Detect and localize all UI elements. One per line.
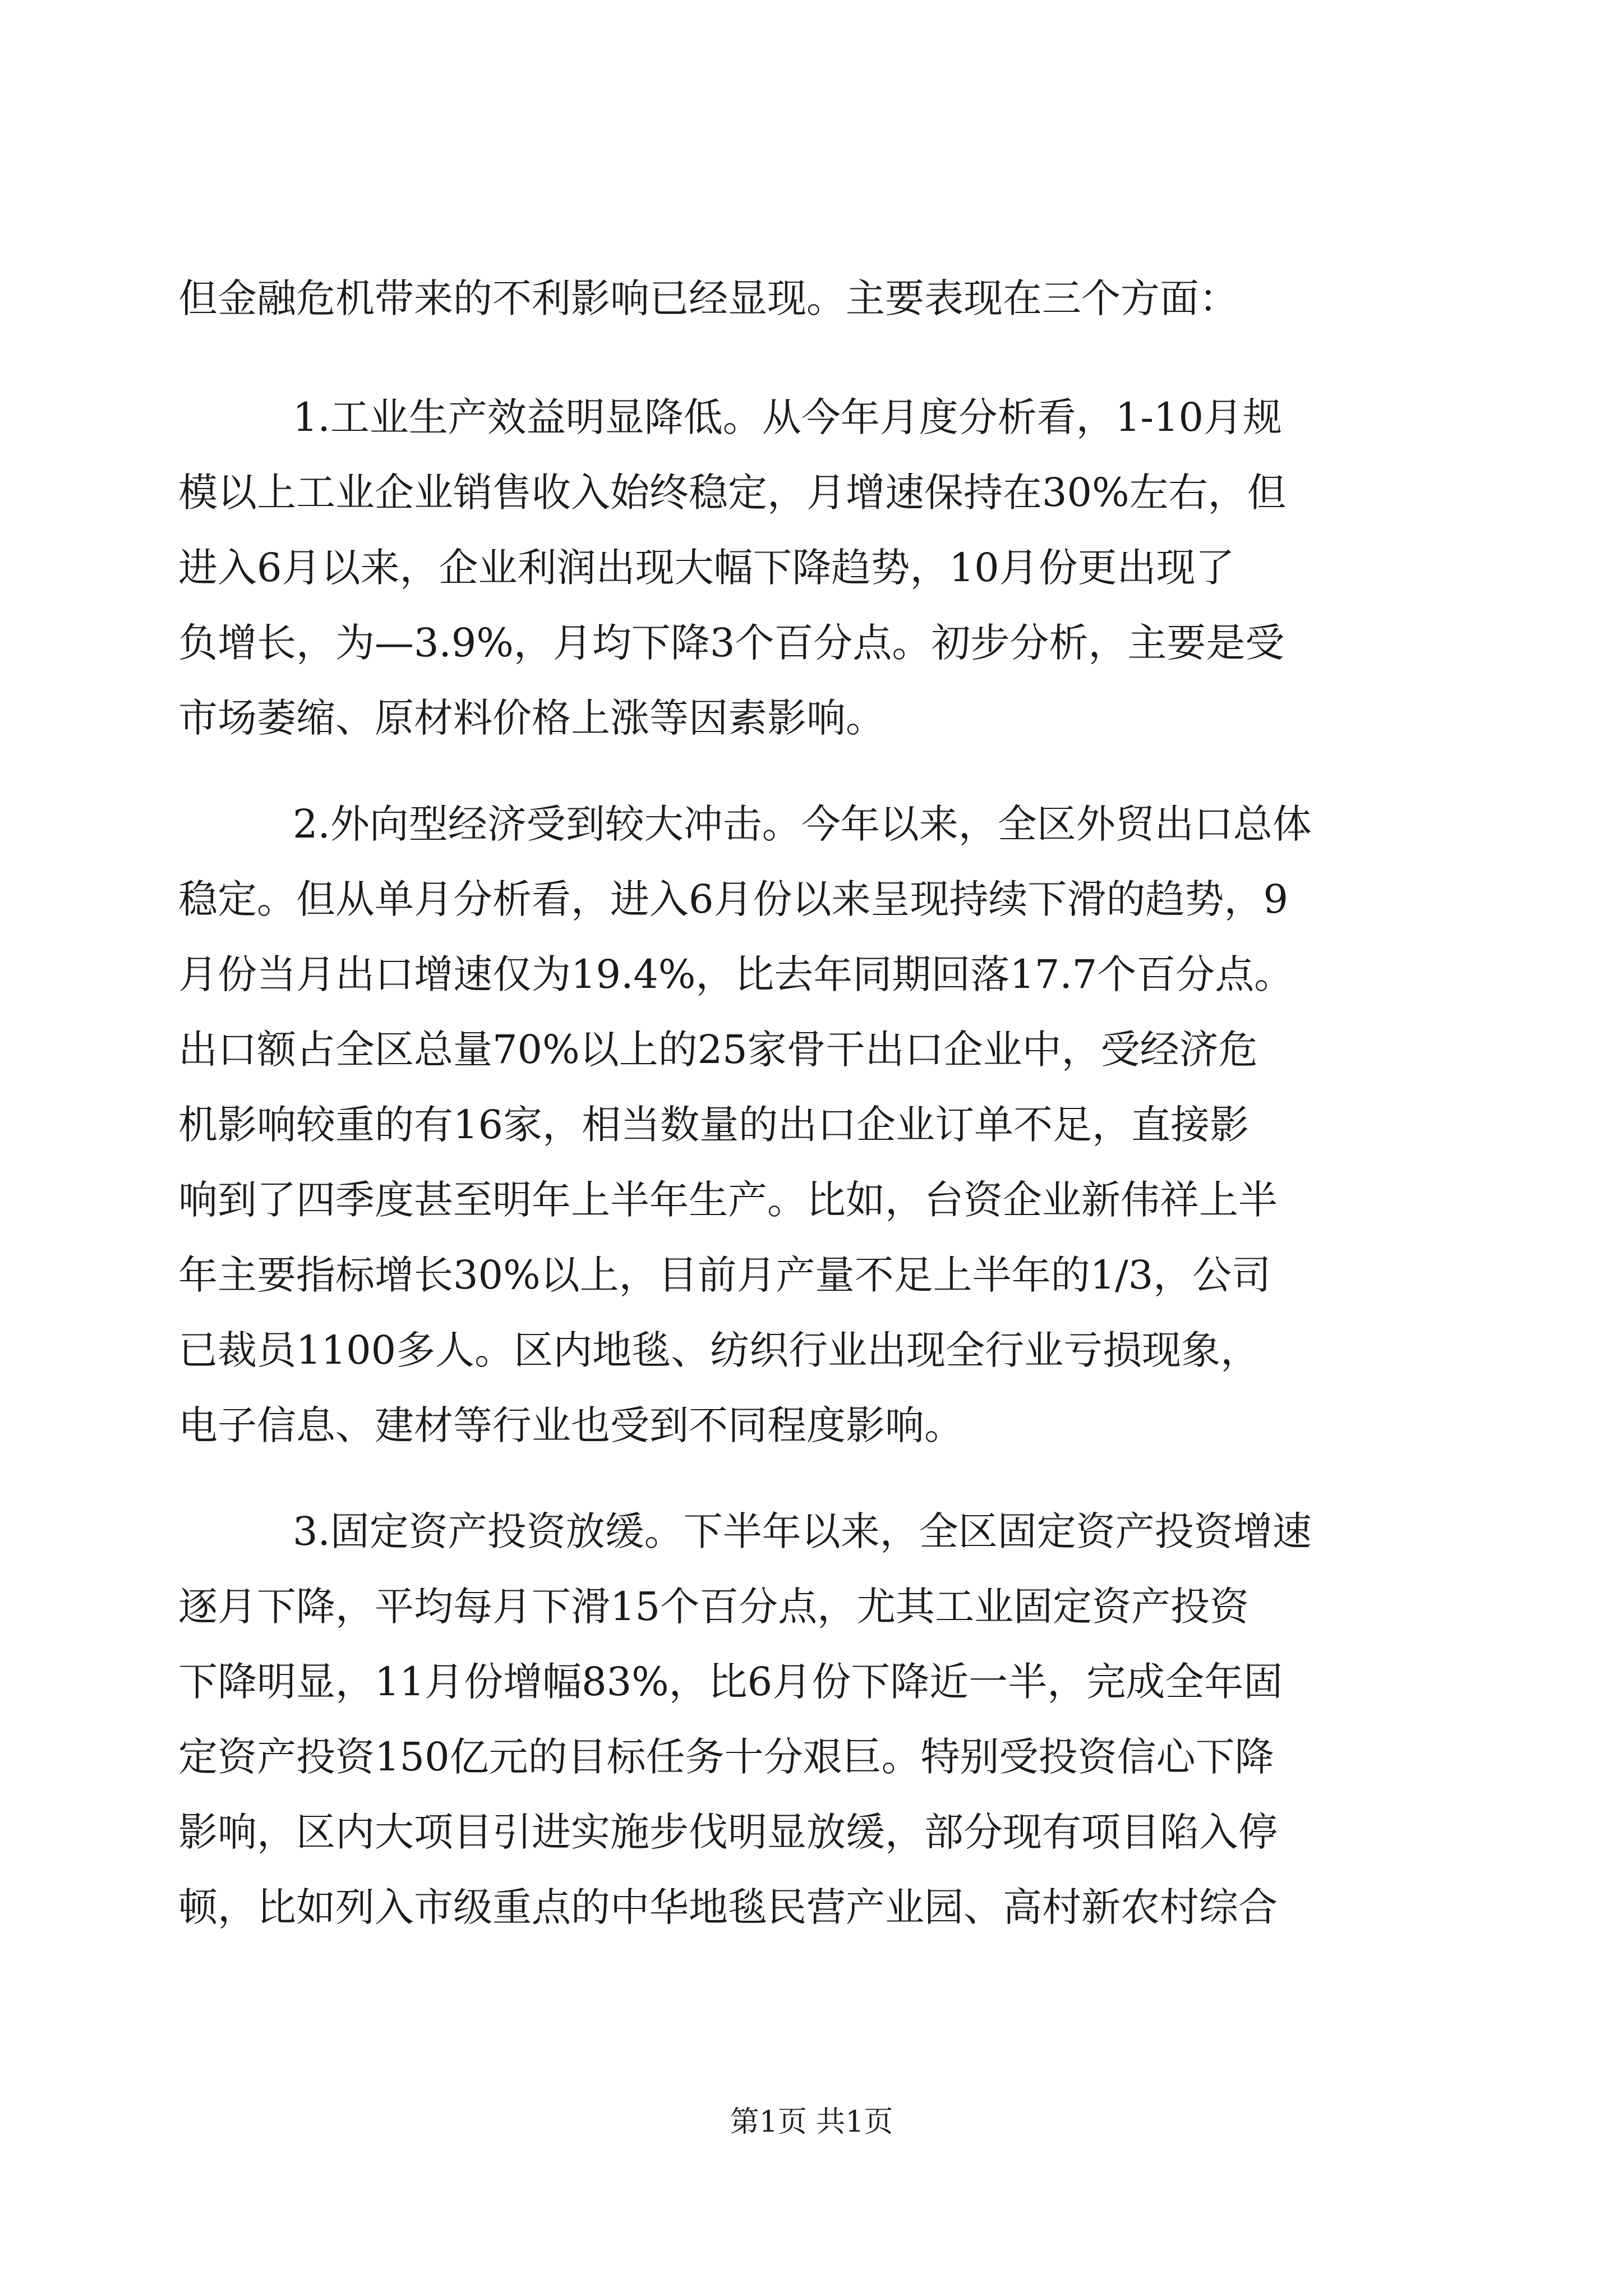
text-line: 机影响较重的有16家，相当数量的出口企业订单不足，直接影 [178, 1102, 1249, 1148]
text-line: 模以上工业企业销售收入始终稳定，月增速保持在30%左右，但 [178, 470, 1287, 516]
text-line: 但金融危机带来的不利影响已经显现。主要表现在三个方面： [178, 275, 1238, 321]
text-line: 响到了四季度甚至明年上半年生产。比如，台资企业新伟祥上半 [178, 1177, 1278, 1223]
text-line: 稳定。但从单月分析看，进入6月份以来呈现持续下滑的趋势，9 [178, 876, 1289, 922]
text-line: 月份当月出口增速仅为19.4%，比去年同期回落17.7个百分点。 [178, 951, 1294, 997]
text-line: 年主要指标增长30%以上，目前月产量不足上半年的1/3，公司 [178, 1252, 1271, 1298]
text-line: 逐月下降，平均每月下滑15个百分点，尤其工业固定资产投资 [178, 1584, 1249, 1630]
text-line: 市场萎缩、原材料价格上涨等因素影响。 [178, 695, 885, 741]
text-line: 2.外向型经济受到较大冲击。今年以来，全区外贸出口总体 [293, 801, 1312, 847]
text-line: 负增长，为—3.9%，月均下降3个百分点。初步分析，主要是受 [178, 620, 1285, 666]
text-line: 定资产投资150亿元的目标任务十分艰巨。特别受投资信心下降 [178, 1734, 1274, 1780]
text-line: 影响，区内大项目引进实施步伐明显放缓，部分现有项目陷入停 [178, 1809, 1278, 1855]
text-line: 已裁员1100多人。区内地毯、纺织行业出现全行业亏损现象， [178, 1327, 1260, 1373]
text-line: 顿，比如列入市级重点的中华地毯民营产业园、高村新农村综合 [178, 1884, 1278, 1930]
text-line: 进入6月以来，企业利润出现大幅下降趋势，10月份更出现了 [178, 545, 1235, 591]
text-line: 电子信息、建材等行业也受到不同程度影响。 [178, 1402, 963, 1448]
page-footer: 第1页 共1页 [730, 2105, 893, 2139]
text-line: 下降明显，11月份增幅83%，比6月份下降近一半，完成全年固 [178, 1659, 1283, 1705]
text-line: 1.工业生产效益明显降低。从今年月度分析看，1-10月规 [293, 394, 1283, 440]
text-line: 3.固定资产投资放缓。下半年以来，全区固定资产投资增速 [293, 1508, 1312, 1554]
text-line: 出口额占全区总量70%以上的25家骨干出口企业中，受经济危 [178, 1027, 1258, 1073]
